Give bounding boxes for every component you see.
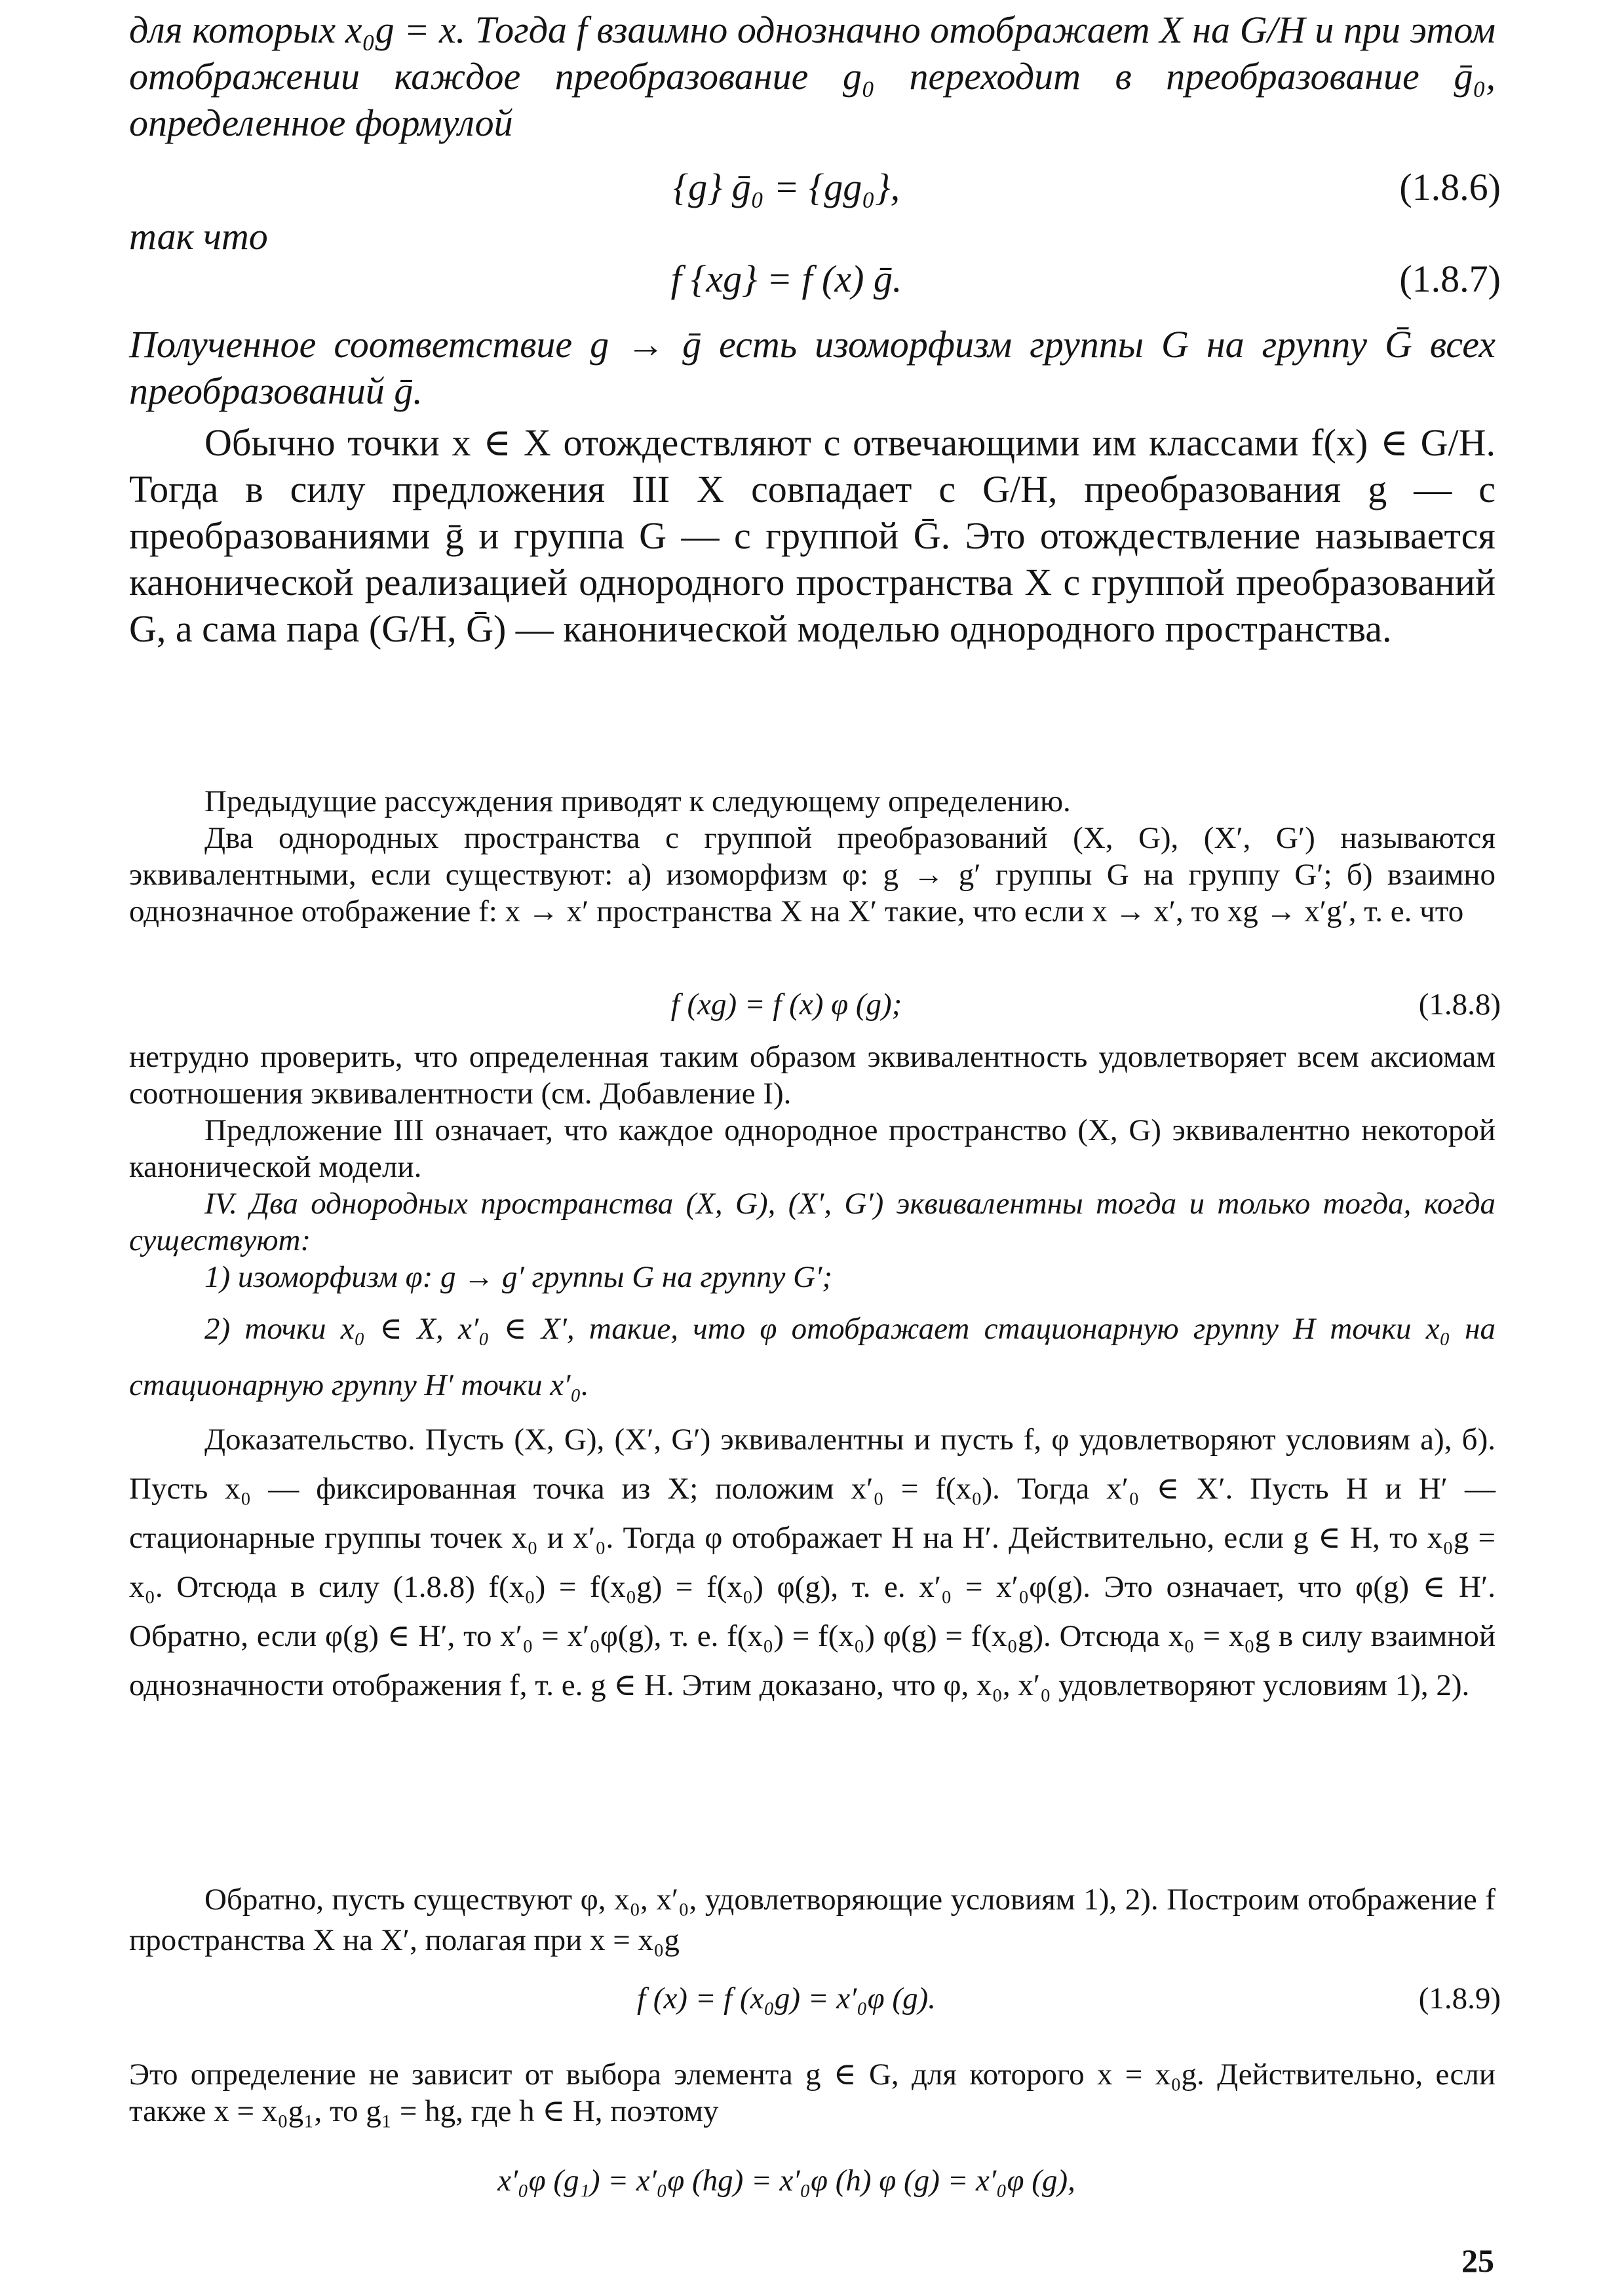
paragraph-equivalence-axioms: нетрудно проверить, что определенная таким образом эквивалентность удовлетворяет всем аксиомам соотношения эквивалентности (см. Добавление I). [129, 1040, 1496, 1111]
proposition-IV: IV. Два однородных пространства (X, G), (X′, G′) эквивалентны тогда и только тогда, когда существуют: [129, 1187, 1496, 1257]
equation-1-8-7: f {xg} = f (x) ḡ. [670, 258, 902, 300]
equation-1-8-6: {g} ḡ₀ = {gg₀}, [672, 166, 900, 208]
connective-text: так что [129, 215, 268, 258]
condition-1: 1) изоморфизм φ: g → g′ группы G на группу G′; [204, 1260, 833, 1294]
paragraph-canonical-realization: Обычно точки x ∈ X отождествляют с отвечающими им классами f(x) ∈ G/H. Тогда в силу предложения III X совпадает с G/H, преобразования g — с преобразованиями ḡ и группа G — с группой Ḡ. Это отождествление называется канонической реализацией однородного пространства X с группой преобразований G, а сама пара (G/H, Ḡ) — канонической моделью однородного пространства. [129, 421, 1496, 650]
theorem-statement: Полученное соответствие g → ḡ есть изоморфизм группы G на группу Ḡ всех преобразований ḡ. [129, 323, 1496, 412]
paragraph-well-defined: Это определение не зависит от выбора элемента g ∈ G, для которого x = x₀g. Действительно, если также x = x₀g₁, то g₁ = hg, где h ∈ H, поэтому [129, 2057, 1496, 2128]
proof: Доказательство. Пусть (X, G), (X′, G′) эквивалентны и пусть f, φ удовлетворяют условиям а), б). Пусть x₀ — фиксированная точка из X; положим x′₀ = f(x₀). Тогда x′₀ ∈ X′. Пусть H и H′ — стационарные группы точек x₀ и x′₀. Тогда φ отображает H на H′. Действительно, если g ∈ H, то x₀g = x₀. Отсюда в силу (1.8.8) f(x₀) = f(x₀g) = f(x₀) φ(g), т. е. x′₀ = x′₀φ(g). Это означает, что φ(g) ∈ H′. Обратно, если φ(g) ∈ H′, то x′₀ = x′₀φ(g), т. е. f(x₀) = f(x₀) φ(g) = f(x₀g). Отсюда x₀ = x₀g в силу взаимной однозначности отображения f, т. е. g ∈ H. Этим доказано, что φ, x₀, x′₀ удовлетворяют условиям 1), 2). [129, 1423, 1496, 1702]
paragraph-continuation: для которых x₀g = x. Тогда f взаимно однозначно отображает X на G/H и при этом отображении каждое преобразование g₀ переходит в преобразование ḡ₀, определенное формулой [129, 9, 1496, 144]
paragraph-definition-intro: Предыдущие рассуждения приводят к следующему определению. [204, 784, 1071, 818]
condition-2: 2) точки x₀ ∈ X, x′₀ ∈ X′, такие, что φ отображает стационарную группу H точки x₀ на стационарную группу H′ точки x′₀. [129, 1312, 1496, 1402]
paragraph-equivalence-definition: Два однородных пространства с группой преобразований (X, G), (X′, G′) называются эквивалентными, если существуют: а) изоморфизм φ: g → g′ группы G на группу G′; б) взаимно однозначное отображение f: x → x′ пространства X на X′ такие, что если x → x′, то xg → x′g′, т. е. что [129, 821, 1496, 928]
equation-number-1-8-9: (1.8.9) [1418, 1981, 1501, 2016]
equation-1-8-8: f (xg) = f (x) φ (g); [670, 987, 902, 1022]
equation-number-1-8-8: (1.8.8) [1418, 987, 1501, 1022]
paragraph-converse: Обратно, пусть существуют φ, x₀, x′₀, удовлетворяющие условиям 1), 2). Построим отображение f пространства X на X′, полагая при x = x₀g [129, 1883, 1496, 1957]
equation-final: x′₀φ (g₁) = x′₀φ (hg) = x′₀φ (h) φ (g) = x′₀φ (g), [497, 2164, 1075, 2198]
equation-number-1-8-6: (1.8.6) [1399, 166, 1501, 208]
paragraph-proposition-III: Предложение III означает, что каждое однородное пространство (X, G) эквивалентно некоторой канонической модели. [129, 1113, 1496, 1184]
page-number: 25 [1461, 2242, 1494, 2279]
equation-number-1-8-7: (1.8.7) [1399, 258, 1501, 300]
equation-1-8-9: f (x) = f (x₀g) = x′₀φ (g). [636, 1981, 936, 2016]
